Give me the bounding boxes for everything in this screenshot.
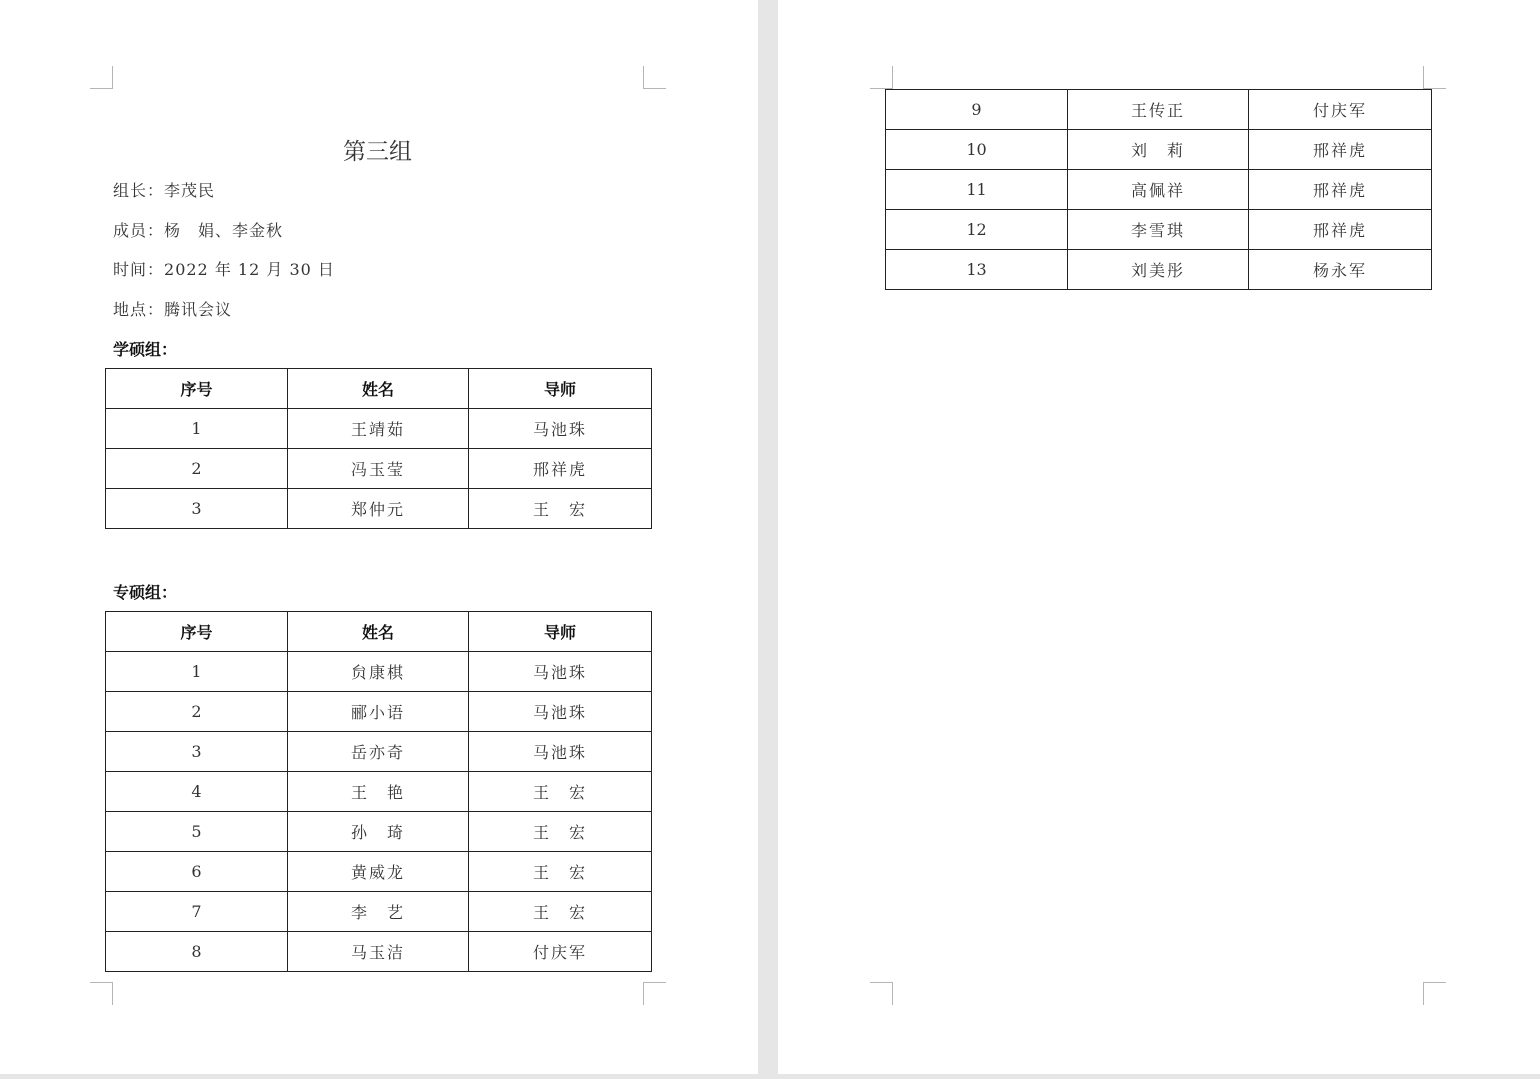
header-cell-name: 姓名 — [288, 369, 469, 409]
index-cell: 1 — [106, 409, 288, 449]
table-header-row — [106, 612, 652, 652]
index-cell: 5 — [106, 812, 288, 852]
index-cell: 12 — [886, 210, 1068, 250]
table-row — [106, 449, 652, 489]
mentor-cell: 邢祥虎 — [469, 449, 652, 489]
location-line — [113, 297, 232, 320]
members-line — [113, 218, 283, 241]
academic-table — [105, 368, 652, 529]
header-cell-index: 序号 — [106, 369, 288, 409]
index-cell: 2 — [106, 692, 288, 732]
name-cell: 刘 莉 — [1068, 130, 1249, 170]
mentor-cell: 杨永军 — [1249, 250, 1432, 290]
table-row — [886, 170, 1432, 210]
document-page-1 — [0, 0, 758, 1074]
professional-section-label: 专硕组： — [113, 583, 178, 602]
index-cell: 10 — [886, 130, 1068, 170]
index-cell: 11 — [886, 170, 1068, 210]
page-corner-marker — [643, 66, 666, 89]
mentor-cell: 王 宏 — [469, 892, 652, 932]
table-row — [886, 250, 1432, 290]
name-cell: 黄威龙 — [288, 852, 469, 892]
leader-line — [113, 178, 215, 201]
index-cell: 2 — [106, 449, 288, 489]
info-value: 李茂民 — [164, 181, 216, 200]
table-header-row — [106, 369, 652, 409]
name-cell: 孙 琦 — [288, 812, 469, 852]
document-title: 第三组 — [343, 139, 412, 165]
mentor-cell: 马池珠 — [469, 409, 652, 449]
table-row — [106, 772, 652, 812]
header-cell-mentor: 导师 — [469, 612, 652, 652]
name-cell: 王靖茹 — [288, 409, 469, 449]
index-cell: 8 — [106, 932, 288, 972]
name-cell: 李雪琪 — [1068, 210, 1249, 250]
name-cell: 刘美彤 — [1068, 250, 1249, 290]
info-label: 组长： — [113, 181, 165, 200]
name-cell: 郦小语 — [288, 692, 469, 732]
mentor-cell: 马池珠 — [469, 692, 652, 732]
professional-table-continued — [885, 89, 1432, 290]
mentor-cell: 付庆军 — [469, 932, 652, 972]
mentor-cell: 邢祥虎 — [1249, 130, 1432, 170]
name-cell: 王传正 — [1068, 90, 1249, 130]
table-row — [886, 210, 1432, 250]
page-corner-marker — [1423, 66, 1446, 89]
page-corner-marker — [90, 66, 113, 89]
document-page-2 — [778, 0, 1540, 1074]
page-corner-marker — [90, 982, 113, 1005]
name-cell: 王 艳 — [288, 772, 469, 812]
table-row — [106, 732, 652, 772]
page-corner-marker — [870, 66, 893, 89]
name-cell: 马玉洁 — [288, 932, 469, 972]
mentor-cell: 王 宏 — [469, 489, 652, 529]
page-corner-marker — [1423, 982, 1446, 1005]
page-corner-marker — [870, 982, 893, 1005]
table-row — [106, 932, 652, 972]
index-cell: 13 — [886, 250, 1068, 290]
header-cell-index: 序号 — [106, 612, 288, 652]
professional-table — [105, 611, 652, 972]
table-row — [106, 489, 652, 529]
index-cell: 3 — [106, 489, 288, 529]
info-value: 2022 年 12 月 30 日 — [164, 260, 335, 279]
name-cell: 高佩祥 — [1068, 170, 1249, 210]
table-row — [106, 892, 652, 932]
header-cell-mentor: 导师 — [469, 369, 652, 409]
info-label: 成员： — [113, 221, 165, 240]
table-row — [106, 692, 652, 732]
info-label: 地点： — [113, 300, 165, 319]
info-label: 时间： — [113, 260, 165, 279]
mentor-cell: 马池珠 — [469, 732, 652, 772]
name-cell: 岳亦奇 — [288, 732, 469, 772]
index-cell: 3 — [106, 732, 288, 772]
info-value: 杨 娟、李金秋 — [164, 221, 284, 240]
index-cell: 6 — [106, 852, 288, 892]
name-cell: 李 艺 — [288, 892, 469, 932]
page-corner-marker — [643, 982, 666, 1005]
header-cell-name: 姓名 — [288, 612, 469, 652]
name-cell: 郑仲元 — [288, 489, 469, 529]
mentor-cell: 邢祥虎 — [1249, 170, 1432, 210]
table-row — [106, 409, 652, 449]
name-cell: 冯玉莹 — [288, 449, 469, 489]
table-row — [886, 130, 1432, 170]
mentor-cell: 王 宏 — [469, 772, 652, 812]
mentor-cell: 邢祥虎 — [1249, 210, 1432, 250]
mentor-cell: 王 宏 — [469, 812, 652, 852]
index-cell: 7 — [106, 892, 288, 932]
index-cell: 1 — [106, 652, 288, 692]
time-line — [113, 257, 335, 280]
academic-section-label: 学硕组： — [113, 340, 178, 359]
mentor-cell: 付庆军 — [1249, 90, 1432, 130]
index-cell: 4 — [106, 772, 288, 812]
table-row — [106, 812, 652, 852]
mentor-cell: 马池珠 — [469, 652, 652, 692]
index-cell: 9 — [886, 90, 1068, 130]
table-row — [886, 90, 1432, 130]
table-row — [106, 852, 652, 892]
name-cell: 贠康棋 — [288, 652, 469, 692]
info-value: 腾讯会议 — [164, 300, 233, 319]
table-row — [106, 652, 652, 692]
mentor-cell: 王 宏 — [469, 852, 652, 892]
